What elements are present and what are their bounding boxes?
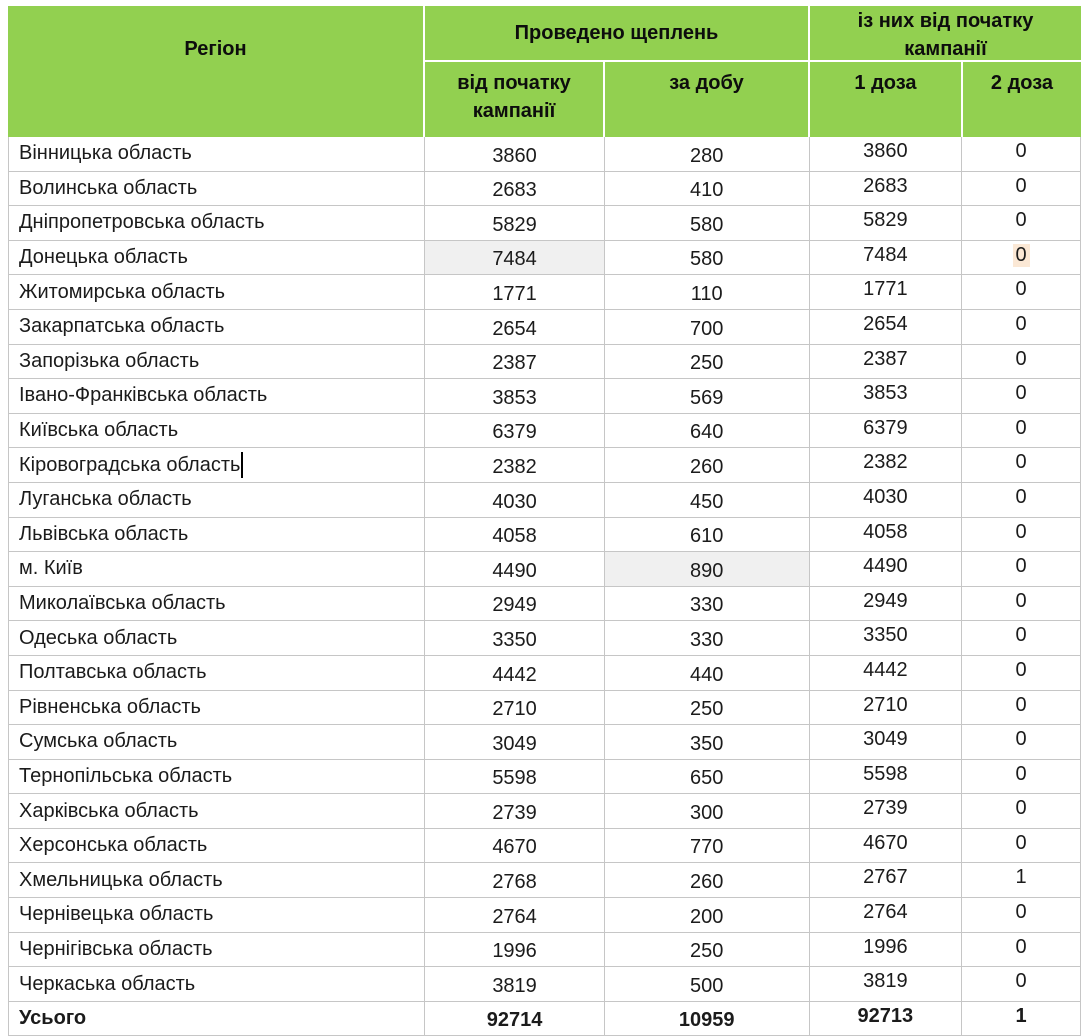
dose2-value: 0 — [1015, 935, 1027, 958]
since-start-value: 6379 — [492, 421, 537, 444]
per-day-cell[interactable] — [605, 275, 810, 309]
dose1-cell[interactable] — [810, 137, 963, 171]
table-grid — [8, 137, 1081, 1036]
region-cell[interactable] — [9, 448, 425, 482]
per-day-value: 410 — [690, 179, 724, 202]
region-name: Запорізька область — [19, 349, 200, 372]
region-name: Миколаївська область — [19, 592, 226, 615]
total-per-day-value: 10959 — [678, 1009, 735, 1032]
dose1-value: 2764 — [863, 901, 908, 924]
region-name: Луганська область — [19, 488, 192, 511]
since-start-cell[interactable] — [425, 275, 605, 309]
dose2-value: 0 — [1015, 555, 1027, 578]
dose1-value: 3049 — [863, 728, 908, 751]
dose2-cell[interactable] — [962, 967, 1080, 1001]
total-dose1-value: 92713 — [857, 1004, 914, 1027]
since-start-value: 4030 — [492, 490, 537, 513]
since-start-value: 1996 — [492, 940, 537, 963]
per-day-value: 250 — [690, 352, 724, 375]
per-day-cell[interactable] — [605, 691, 810, 725]
dose2-value: 0 — [1015, 312, 1027, 335]
region-cell[interactable] — [9, 483, 425, 517]
per-day-value: 200 — [690, 905, 724, 928]
total-row — [9, 1002, 1080, 1036]
table-row — [9, 414, 1080, 449]
region-cell[interactable] — [9, 137, 425, 171]
since-start-cell[interactable] — [425, 691, 605, 725]
since-start-value: 2949 — [492, 594, 537, 617]
since-start-value: 2654 — [492, 317, 537, 340]
table-row — [9, 829, 1080, 864]
table-row — [9, 206, 1080, 241]
region-name: Харківська область — [19, 799, 199, 822]
since-start-value: 2710 — [492, 698, 537, 721]
region-name: Одеська область — [19, 626, 178, 649]
dose1-value: 6379 — [863, 416, 908, 439]
since-start-cell[interactable] — [425, 518, 605, 552]
since-start-cell[interactable] — [425, 967, 605, 1001]
dose1-cell[interactable] — [810, 483, 963, 517]
header-region: Регіон — [8, 6, 425, 137]
region-name: Рівненська область — [19, 695, 201, 718]
since-start-cell[interactable] — [425, 863, 605, 897]
vaccination-table — [8, 6, 1081, 1036]
dose1-cell[interactable] — [810, 241, 963, 275]
dose1-value: 2710 — [863, 693, 908, 716]
region-cell[interactable] — [9, 794, 425, 828]
dose1-value: 1771 — [863, 278, 908, 301]
dose2-cell[interactable] — [962, 621, 1080, 655]
dose2-cell[interactable] — [962, 691, 1080, 725]
dose1-cell[interactable] — [810, 794, 963, 828]
dose2-value: 0 — [1015, 382, 1027, 405]
per-day-value: 580 — [690, 213, 724, 236]
since-start-cell[interactable] — [425, 345, 605, 379]
dose1-value: 4058 — [863, 520, 908, 543]
dose2-value: 0 — [1015, 278, 1027, 301]
region-cell[interactable] — [9, 241, 425, 275]
since-start-value: 2382 — [492, 455, 537, 478]
since-start-cell[interactable] — [425, 137, 605, 171]
per-day-value: 260 — [690, 871, 724, 894]
dose1-cell[interactable] — [810, 656, 963, 690]
per-day-value: 610 — [690, 525, 724, 548]
dose1-cell[interactable] — [810, 829, 963, 863]
region-name: м. Київ — [19, 557, 83, 580]
per-day-value: 330 — [690, 628, 724, 651]
since-start-cell[interactable] — [425, 829, 605, 863]
since-start-cell[interactable] — [425, 725, 605, 759]
dose1-value: 2683 — [863, 174, 908, 197]
dose2-value: 0 — [1015, 347, 1027, 370]
since-start-cell[interactable] — [425, 448, 605, 482]
dose1-value: 5829 — [863, 209, 908, 232]
table-header — [8, 6, 1081, 137]
since-start-value: 2683 — [492, 179, 537, 202]
table-row — [9, 137, 1080, 172]
table-row — [9, 345, 1080, 380]
total-per-day-cell[interactable] — [605, 1002, 810, 1036]
dose2-cell[interactable] — [962, 656, 1080, 690]
table-row — [9, 172, 1080, 207]
table-row — [9, 379, 1080, 414]
since-start-value: 2739 — [492, 801, 537, 824]
table-row — [9, 691, 1080, 726]
dose2-cell[interactable] — [962, 448, 1080, 482]
dose2-cell[interactable] — [962, 310, 1080, 344]
per-day-value: 500 — [690, 974, 724, 997]
per-day-cell[interactable] — [605, 310, 810, 344]
per-day-value: 350 — [690, 732, 724, 755]
table-row — [9, 241, 1080, 276]
region-cell[interactable] — [9, 863, 425, 897]
dose2-cell[interactable] — [962, 552, 1080, 586]
per-day-cell[interactable] — [605, 933, 810, 967]
region-cell[interactable] — [9, 552, 425, 586]
since-start-value: 1771 — [492, 282, 537, 305]
since-start-cell[interactable] — [425, 206, 605, 240]
region-name: Тернопільська область — [19, 764, 233, 787]
table-row — [9, 552, 1080, 587]
dose2-cell[interactable] — [962, 794, 1080, 828]
per-day-cell[interactable] — [605, 829, 810, 863]
per-day-cell[interactable] — [605, 967, 810, 1001]
per-day-cell[interactable] — [605, 898, 810, 932]
per-day-cell[interactable] — [605, 656, 810, 690]
table-row — [9, 621, 1080, 656]
dose1-value: 3350 — [863, 624, 908, 647]
region-cell[interactable] — [9, 760, 425, 794]
dose2-value: 0 — [1015, 589, 1027, 612]
dose1-cell[interactable] — [810, 518, 963, 552]
region-name: Житомирська область — [19, 280, 226, 303]
per-day-cell[interactable] — [605, 414, 810, 448]
dose2-cell[interactable] — [962, 518, 1080, 552]
dose2-cell[interactable] — [962, 760, 1080, 794]
region-name: Хмельницька область — [19, 868, 223, 891]
dose2-cell[interactable] — [962, 137, 1080, 171]
table-row — [9, 794, 1080, 829]
per-day-cell[interactable] — [605, 794, 810, 828]
dose1-cell[interactable] — [810, 967, 963, 1001]
dose2-cell[interactable] — [962, 275, 1080, 309]
region-name: Львівська область — [19, 522, 189, 545]
dose2-value: 0 — [1013, 244, 1030, 267]
dose1-cell[interactable] — [810, 863, 963, 897]
per-day-cell[interactable] — [605, 241, 810, 275]
since-start-value: 3853 — [492, 386, 537, 409]
dose1-value: 4670 — [863, 831, 908, 854]
dose2-cell[interactable] — [962, 241, 1080, 275]
dose1-cell[interactable] — [810, 310, 963, 344]
table-row — [9, 898, 1080, 933]
region-cell[interactable] — [9, 621, 425, 655]
dose2-value: 0 — [1015, 970, 1027, 993]
header-per-day: за добу — [605, 62, 810, 137]
dose1-cell[interactable] — [810, 275, 963, 309]
per-day-cell[interactable] — [605, 587, 810, 621]
region-cell[interactable] — [9, 967, 425, 1001]
region-cell[interactable] — [9, 275, 425, 309]
region-name: Кіровоградська область — [19, 453, 241, 476]
per-day-value: 890 — [690, 559, 724, 582]
per-day-cell[interactable] — [605, 725, 810, 759]
since-start-cell[interactable] — [425, 310, 605, 344]
table-row — [9, 448, 1080, 483]
region-cell[interactable] — [9, 829, 425, 863]
total-dose1-cell[interactable] — [810, 1002, 963, 1036]
region-name: Полтавська область — [19, 661, 207, 684]
since-start-value: 2768 — [492, 871, 537, 894]
dose2-cell[interactable] — [962, 863, 1080, 897]
region-cell[interactable] — [9, 310, 425, 344]
table-row — [9, 518, 1080, 553]
per-day-value: 330 — [690, 594, 724, 617]
region-cell[interactable] — [9, 725, 425, 759]
header-dose1: 1 доза — [810, 62, 963, 137]
per-day-value: 280 — [690, 144, 724, 167]
since-start-cell[interactable] — [425, 241, 605, 275]
dose2-value: 0 — [1015, 140, 1027, 162]
per-day-cell[interactable] — [605, 621, 810, 655]
since-start-value: 3819 — [492, 974, 537, 997]
dose1-cell[interactable] — [810, 448, 963, 482]
since-start-cell[interactable] — [425, 933, 605, 967]
dose2-cell[interactable] — [962, 829, 1080, 863]
dose1-value: 2387 — [863, 347, 908, 370]
table-row — [9, 725, 1080, 760]
dose1-value: 2949 — [863, 589, 908, 612]
since-start-value: 3860 — [492, 144, 537, 167]
region-cell[interactable] — [9, 172, 425, 206]
table-row — [9, 933, 1080, 968]
since-start-value: 4058 — [492, 525, 537, 548]
region-cell[interactable] — [9, 518, 425, 552]
since-start-cell[interactable] — [425, 760, 605, 794]
dose1-value: 5598 — [863, 762, 908, 785]
total-dose2-cell[interactable] — [962, 1002, 1080, 1036]
dose2-cell[interactable] — [962, 725, 1080, 759]
table-row — [9, 656, 1080, 691]
region-cell[interactable] — [9, 587, 425, 621]
dose1-value: 3860 — [863, 140, 908, 162]
dose2-cell[interactable] — [962, 933, 1080, 967]
dose2-value: 0 — [1015, 174, 1027, 197]
since-start-cell[interactable] — [425, 483, 605, 517]
since-start-cell[interactable] — [425, 172, 605, 206]
since-start-cell[interactable] — [425, 587, 605, 621]
dose2-value: 0 — [1015, 901, 1027, 924]
region-name: Донецька область — [19, 246, 188, 269]
header-dose2: 2 доза — [963, 62, 1081, 137]
since-start-cell[interactable] — [425, 656, 605, 690]
since-start-value: 2387 — [492, 352, 537, 375]
per-day-cell[interactable] — [605, 448, 810, 482]
dose2-cell[interactable] — [962, 414, 1080, 448]
dose1-value: 4490 — [863, 555, 908, 578]
dose1-cell[interactable] — [810, 587, 963, 621]
table-row — [9, 483, 1080, 518]
per-day-value: 569 — [690, 386, 724, 409]
dose2-cell[interactable] — [962, 483, 1080, 517]
dose1-cell[interactable] — [810, 172, 963, 206]
dose2-value: 0 — [1015, 485, 1027, 508]
region-name: Волинська область — [19, 176, 198, 199]
dose1-cell[interactable] — [810, 206, 963, 240]
region-name: Дніпропетровська область — [19, 211, 265, 234]
dose1-value: 2767 — [863, 866, 908, 889]
dose2-value: 1 — [1015, 866, 1027, 889]
per-day-cell[interactable] — [605, 552, 810, 586]
per-day-value: 580 — [690, 248, 724, 271]
dose2-value: 0 — [1015, 416, 1027, 439]
dose1-value: 1996 — [863, 935, 908, 958]
region-name: Сумська область — [19, 730, 178, 753]
dose2-value: 0 — [1015, 693, 1027, 716]
total-dose2-value: 1 — [1015, 1004, 1027, 1027]
since-start-value: 5598 — [492, 767, 537, 790]
table-row — [9, 310, 1080, 345]
dose1-value: 4442 — [863, 658, 908, 681]
region-name: Чернігівська область — [19, 937, 213, 960]
dose1-value: 3853 — [863, 382, 908, 405]
table-row — [9, 275, 1080, 310]
dose1-cell[interactable] — [810, 898, 963, 932]
per-day-cell[interactable] — [605, 137, 810, 171]
since-start-value: 7484 — [492, 248, 537, 271]
dose2-cell[interactable] — [962, 172, 1080, 206]
since-start-value: 3049 — [492, 732, 537, 755]
per-day-value: 450 — [690, 490, 724, 513]
dose1-value: 2654 — [863, 312, 908, 335]
table-row — [9, 863, 1080, 898]
since-start-cell[interactable] — [425, 379, 605, 413]
per-day-cell[interactable] — [605, 483, 810, 517]
since-start-cell[interactable] — [425, 552, 605, 586]
header-since-start: від початку кампанії — [425, 62, 605, 137]
per-day-cell[interactable] — [605, 518, 810, 552]
dose1-value: 3819 — [863, 970, 908, 993]
dose2-cell[interactable] — [962, 379, 1080, 413]
dose2-cell[interactable] — [962, 206, 1080, 240]
dose2-value: 0 — [1015, 624, 1027, 647]
per-day-value: 640 — [690, 421, 724, 444]
region-cell[interactable] — [9, 691, 425, 725]
region-cell[interactable] — [9, 206, 425, 240]
total-since-start-cell[interactable] — [425, 1002, 605, 1036]
per-day-cell[interactable] — [605, 760, 810, 794]
since-start-cell[interactable] — [425, 621, 605, 655]
region-cell[interactable] — [9, 898, 425, 932]
region-name: Івано-Франківська область — [19, 384, 268, 407]
per-day-cell[interactable] — [605, 345, 810, 379]
dose1-cell[interactable] — [810, 691, 963, 725]
region-name: Херсонська область — [19, 834, 208, 857]
since-start-value: 2764 — [492, 905, 537, 928]
region-name: Закарпатська область — [19, 315, 225, 338]
per-day-value: 250 — [690, 940, 724, 963]
dose1-value: 7484 — [863, 243, 908, 266]
per-day-value: 250 — [690, 698, 724, 721]
dose1-cell[interactable] — [810, 725, 963, 759]
dose1-value: 2739 — [863, 797, 908, 820]
region-cell[interactable] — [9, 414, 425, 448]
since-start-value: 4670 — [492, 836, 537, 859]
region-name: Чернівецька область — [19, 903, 214, 926]
dose2-value: 0 — [1015, 762, 1027, 785]
since-start-value: 4442 — [492, 663, 537, 686]
header-group-vaccinations: Проведено щеплень — [425, 6, 810, 62]
dose2-value: 0 — [1015, 451, 1027, 474]
since-start-cell[interactable] — [425, 898, 605, 932]
dose1-cell[interactable] — [810, 345, 963, 379]
dose2-value: 0 — [1015, 209, 1027, 232]
dose1-value: 4030 — [863, 485, 908, 508]
dose2-value: 0 — [1015, 520, 1027, 543]
dose2-cell[interactable] — [962, 587, 1080, 621]
dose1-value: 2382 — [863, 451, 908, 474]
total-label: Усього — [19, 1007, 87, 1030]
since-start-cell[interactable] — [425, 414, 605, 448]
dose1-cell[interactable] — [810, 933, 963, 967]
since-start-value: 4490 — [492, 559, 537, 582]
table-body — [9, 137, 1080, 1002]
dose1-cell[interactable] — [810, 379, 963, 413]
dose2-value: 0 — [1015, 831, 1027, 854]
text-cursor — [241, 452, 243, 478]
region-name: Вінницька область — [19, 142, 192, 165]
region-cell[interactable] — [9, 345, 425, 379]
dose2-cell[interactable] — [962, 898, 1080, 932]
region-name: Київська область — [19, 419, 179, 442]
total-label-cell[interactable] — [9, 1002, 425, 1036]
region-cell[interactable] — [9, 656, 425, 690]
per-day-cell[interactable] — [605, 863, 810, 897]
region-name: Черкаська область — [19, 972, 196, 995]
dose2-cell[interactable] — [962, 345, 1080, 379]
per-day-value: 300 — [690, 801, 724, 824]
per-day-value: 770 — [690, 836, 724, 859]
region-cell[interactable] — [9, 933, 425, 967]
total-since-start-value: 92714 — [486, 1009, 543, 1032]
per-day-value: 110 — [690, 282, 723, 305]
per-day-value: 700 — [690, 317, 724, 340]
since-start-cell[interactable] — [425, 794, 605, 828]
region-cell[interactable] — [9, 379, 425, 413]
since-start-value: 3350 — [492, 628, 537, 651]
dose2-value: 0 — [1015, 797, 1027, 820]
since-start-value: 5829 — [492, 213, 537, 236]
dose1-cell[interactable] — [810, 760, 963, 794]
header-group-since-campaign: із них від початку кампанії — [810, 6, 1081, 62]
dose2-value: 0 — [1015, 658, 1027, 681]
dose1-cell[interactable] — [810, 621, 963, 655]
per-day-cell[interactable] — [605, 172, 810, 206]
per-day-value: 650 — [690, 767, 724, 790]
per-day-cell[interactable] — [605, 206, 810, 240]
table-row — [9, 967, 1080, 1002]
dose1-cell[interactable] — [810, 414, 963, 448]
table-row — [9, 760, 1080, 795]
dose1-cell[interactable] — [810, 552, 963, 586]
dose2-value: 0 — [1015, 728, 1027, 751]
per-day-value: 260 — [690, 455, 724, 478]
table-row — [9, 587, 1080, 622]
per-day-cell[interactable] — [605, 379, 810, 413]
per-day-value: 440 — [690, 663, 724, 686]
